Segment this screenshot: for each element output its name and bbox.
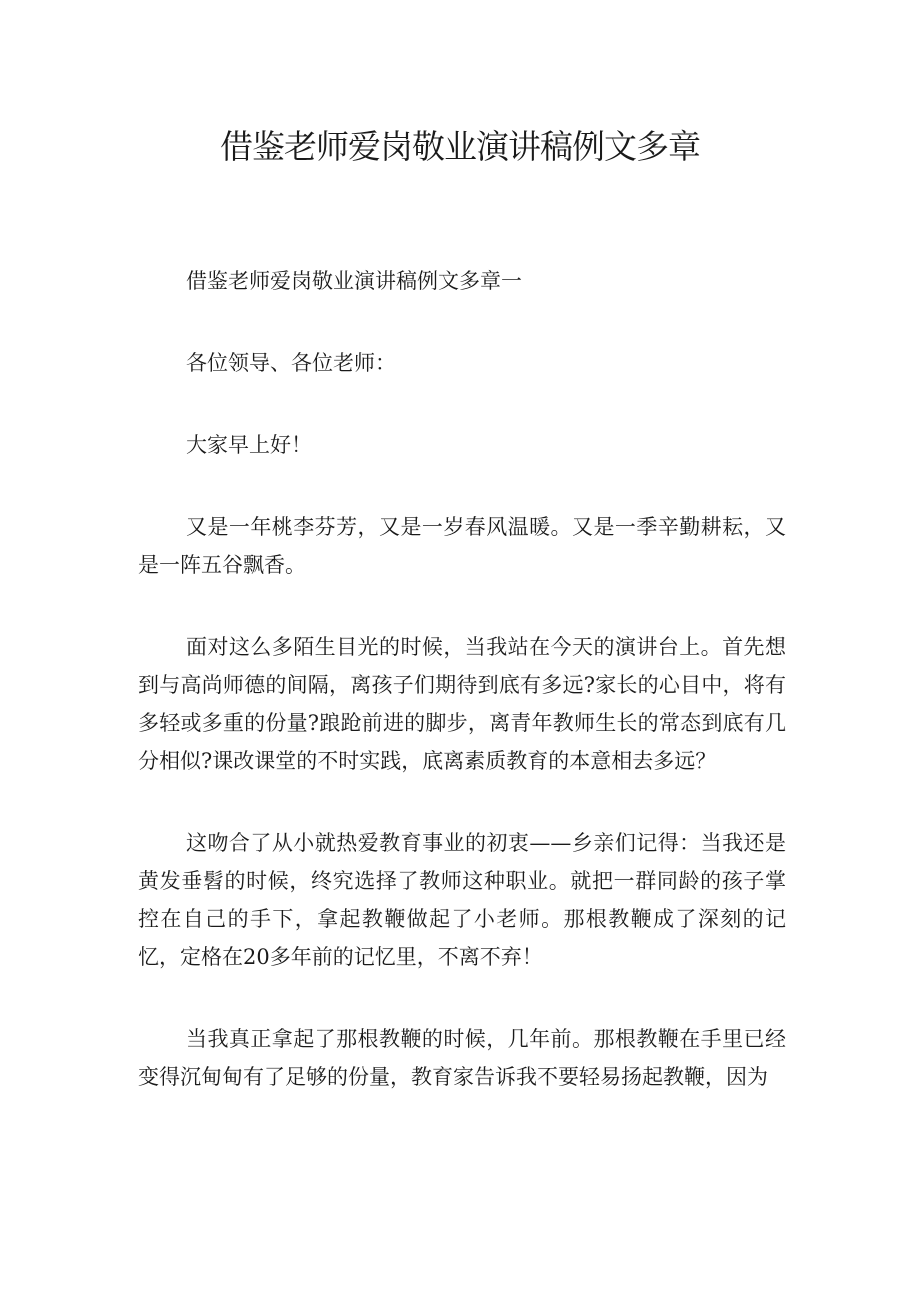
salutation: 各位领导、各位老师：	[186, 351, 396, 375]
paragraph: 这吻合了从小就热爱教育事业的初衷——乡亲们记得：当我还是黄发垂髫的时候，终究选择了教师这种职业。就把一群同龄的孩子掌控在自己的手下，拿起教鞭做起了小老师。那根教鞭成了深刻的记忆，定格在20多年前的记忆里，不离不弃！	[138, 831, 786, 969]
greeting: 大家早上好！	[186, 433, 312, 457]
paragraph: 面对这么多陌生目光的时候，当我站在今天的演讲台上。首先想到与高尚师德的间隔，离孩子们期待到底有多远?家长的心目中，将有多轻或多重的份量?踉跄前进的脚步，离青年教师生长的常态到底有几分相似?课改课堂的不时实践，底离素质教育的本意相去多远？	[138, 635, 786, 773]
document-body	[138, 262, 786, 1140]
document-title: 借鉴老师爱岗敬业演讲稿例文多章	[220, 127, 700, 166]
section-heading: 借鉴老师爱岗敬业演讲稿例文多章一	[186, 269, 522, 293]
paragraph: 又是一年桃李芬芳，又是一岁春风温暖。又是一季辛勤耕耘，又是一阵五谷飘香。	[138, 515, 786, 577]
paragraph: 当我真正拿起了那根教鞭的时候，几年前。那根教鞭在手里已经变得沉甸甸有了足够的份量，教育家告诉我不要轻易扬起教鞭，因为	[138, 1027, 786, 1089]
